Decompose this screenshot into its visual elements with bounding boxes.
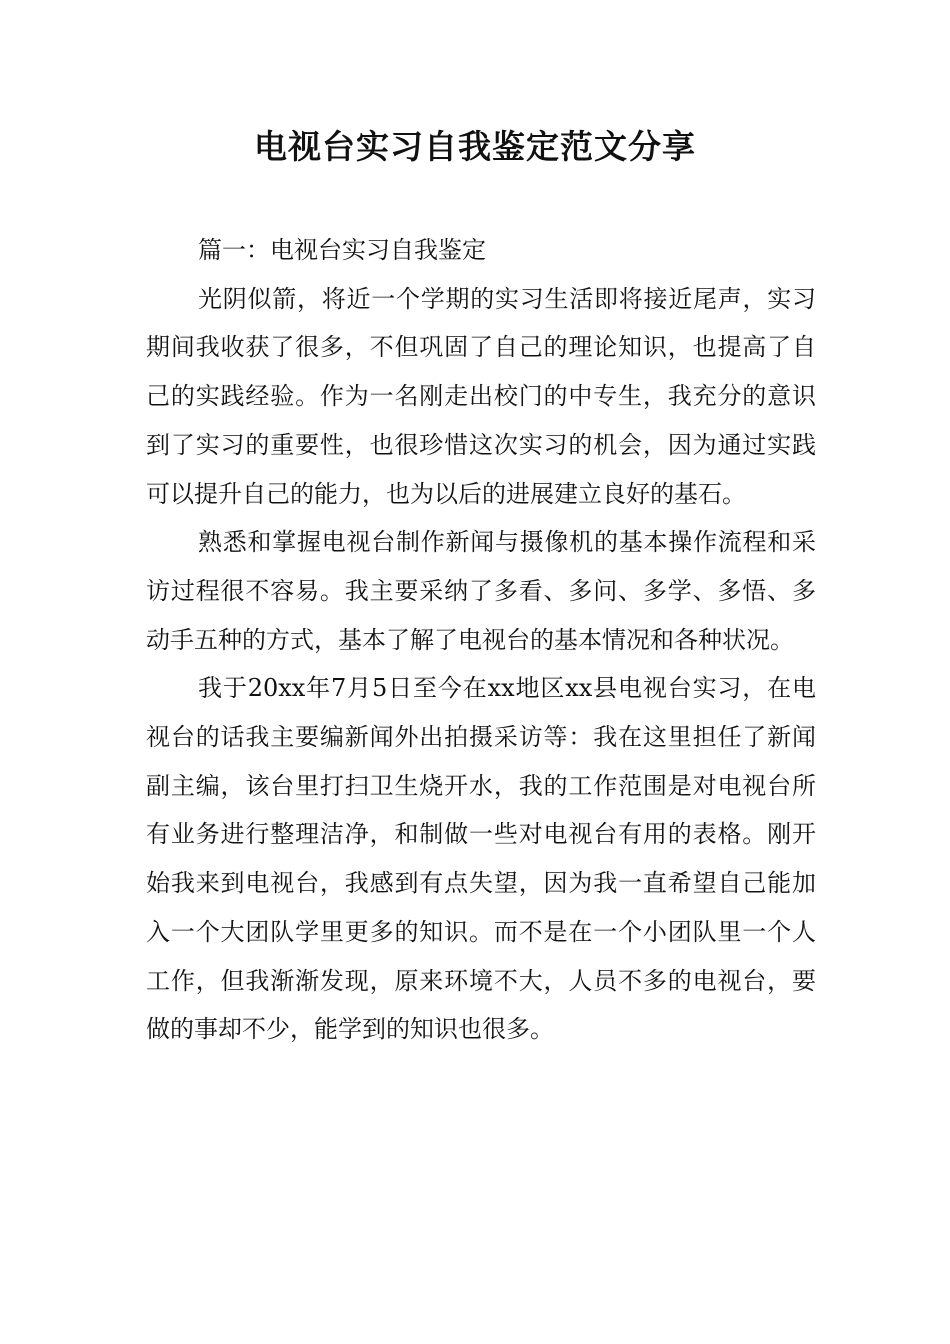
document-title: 电视台实习自我鉴定范文分享 <box>254 127 696 166</box>
document-body <box>146 226 816 1054</box>
section-heading: 篇一：电视台实习自我鉴定 <box>198 236 486 264</box>
paragraph-3: 我于20xx年7月5日至今在xx地区xx县电视台实习，在电视台的话我主要编新闻外出拍摄采访等：我在这里担任了新闻副主编，该台里打扫卫生烧开水，我的工作范围是对电视台所有业务进行整理洁净，和制做一些对电视台有用的表格。刚开始我来到电视台，我感到有点失望，因为我一直希望自己能加入一个大团队学里更多的知识。而不是在一个小团队里一个人工作，但我渐渐发现，原来环境不大，人员不多的电视台，要做的事却不少，能学到的知识也很多。 <box>146 674 816 1044</box>
paragraph-1: 光阴似箭，将近一个学期的实习生活即将接近尾声，实习期间我收获了很多，不但巩固了自己的理论知识，也提高了自己的实践经验。作为一名刚走出校门的中专生，我充分的意识到了实习的重要性，也很珍惜这次实习的机会，因为通过实践可以提升自己的能力，也为以后的进展建立良好的基石。 <box>146 284 816 508</box>
paragraph-2: 熟悉和掌握电视台制作新闻与摄像机的基本操作流程和采访过程很不容易。我主要采纳了多看、多问、多学、多悟、多动手五种的方式，基本了解了电视台的基本情况和各种状况。 <box>146 528 816 654</box>
